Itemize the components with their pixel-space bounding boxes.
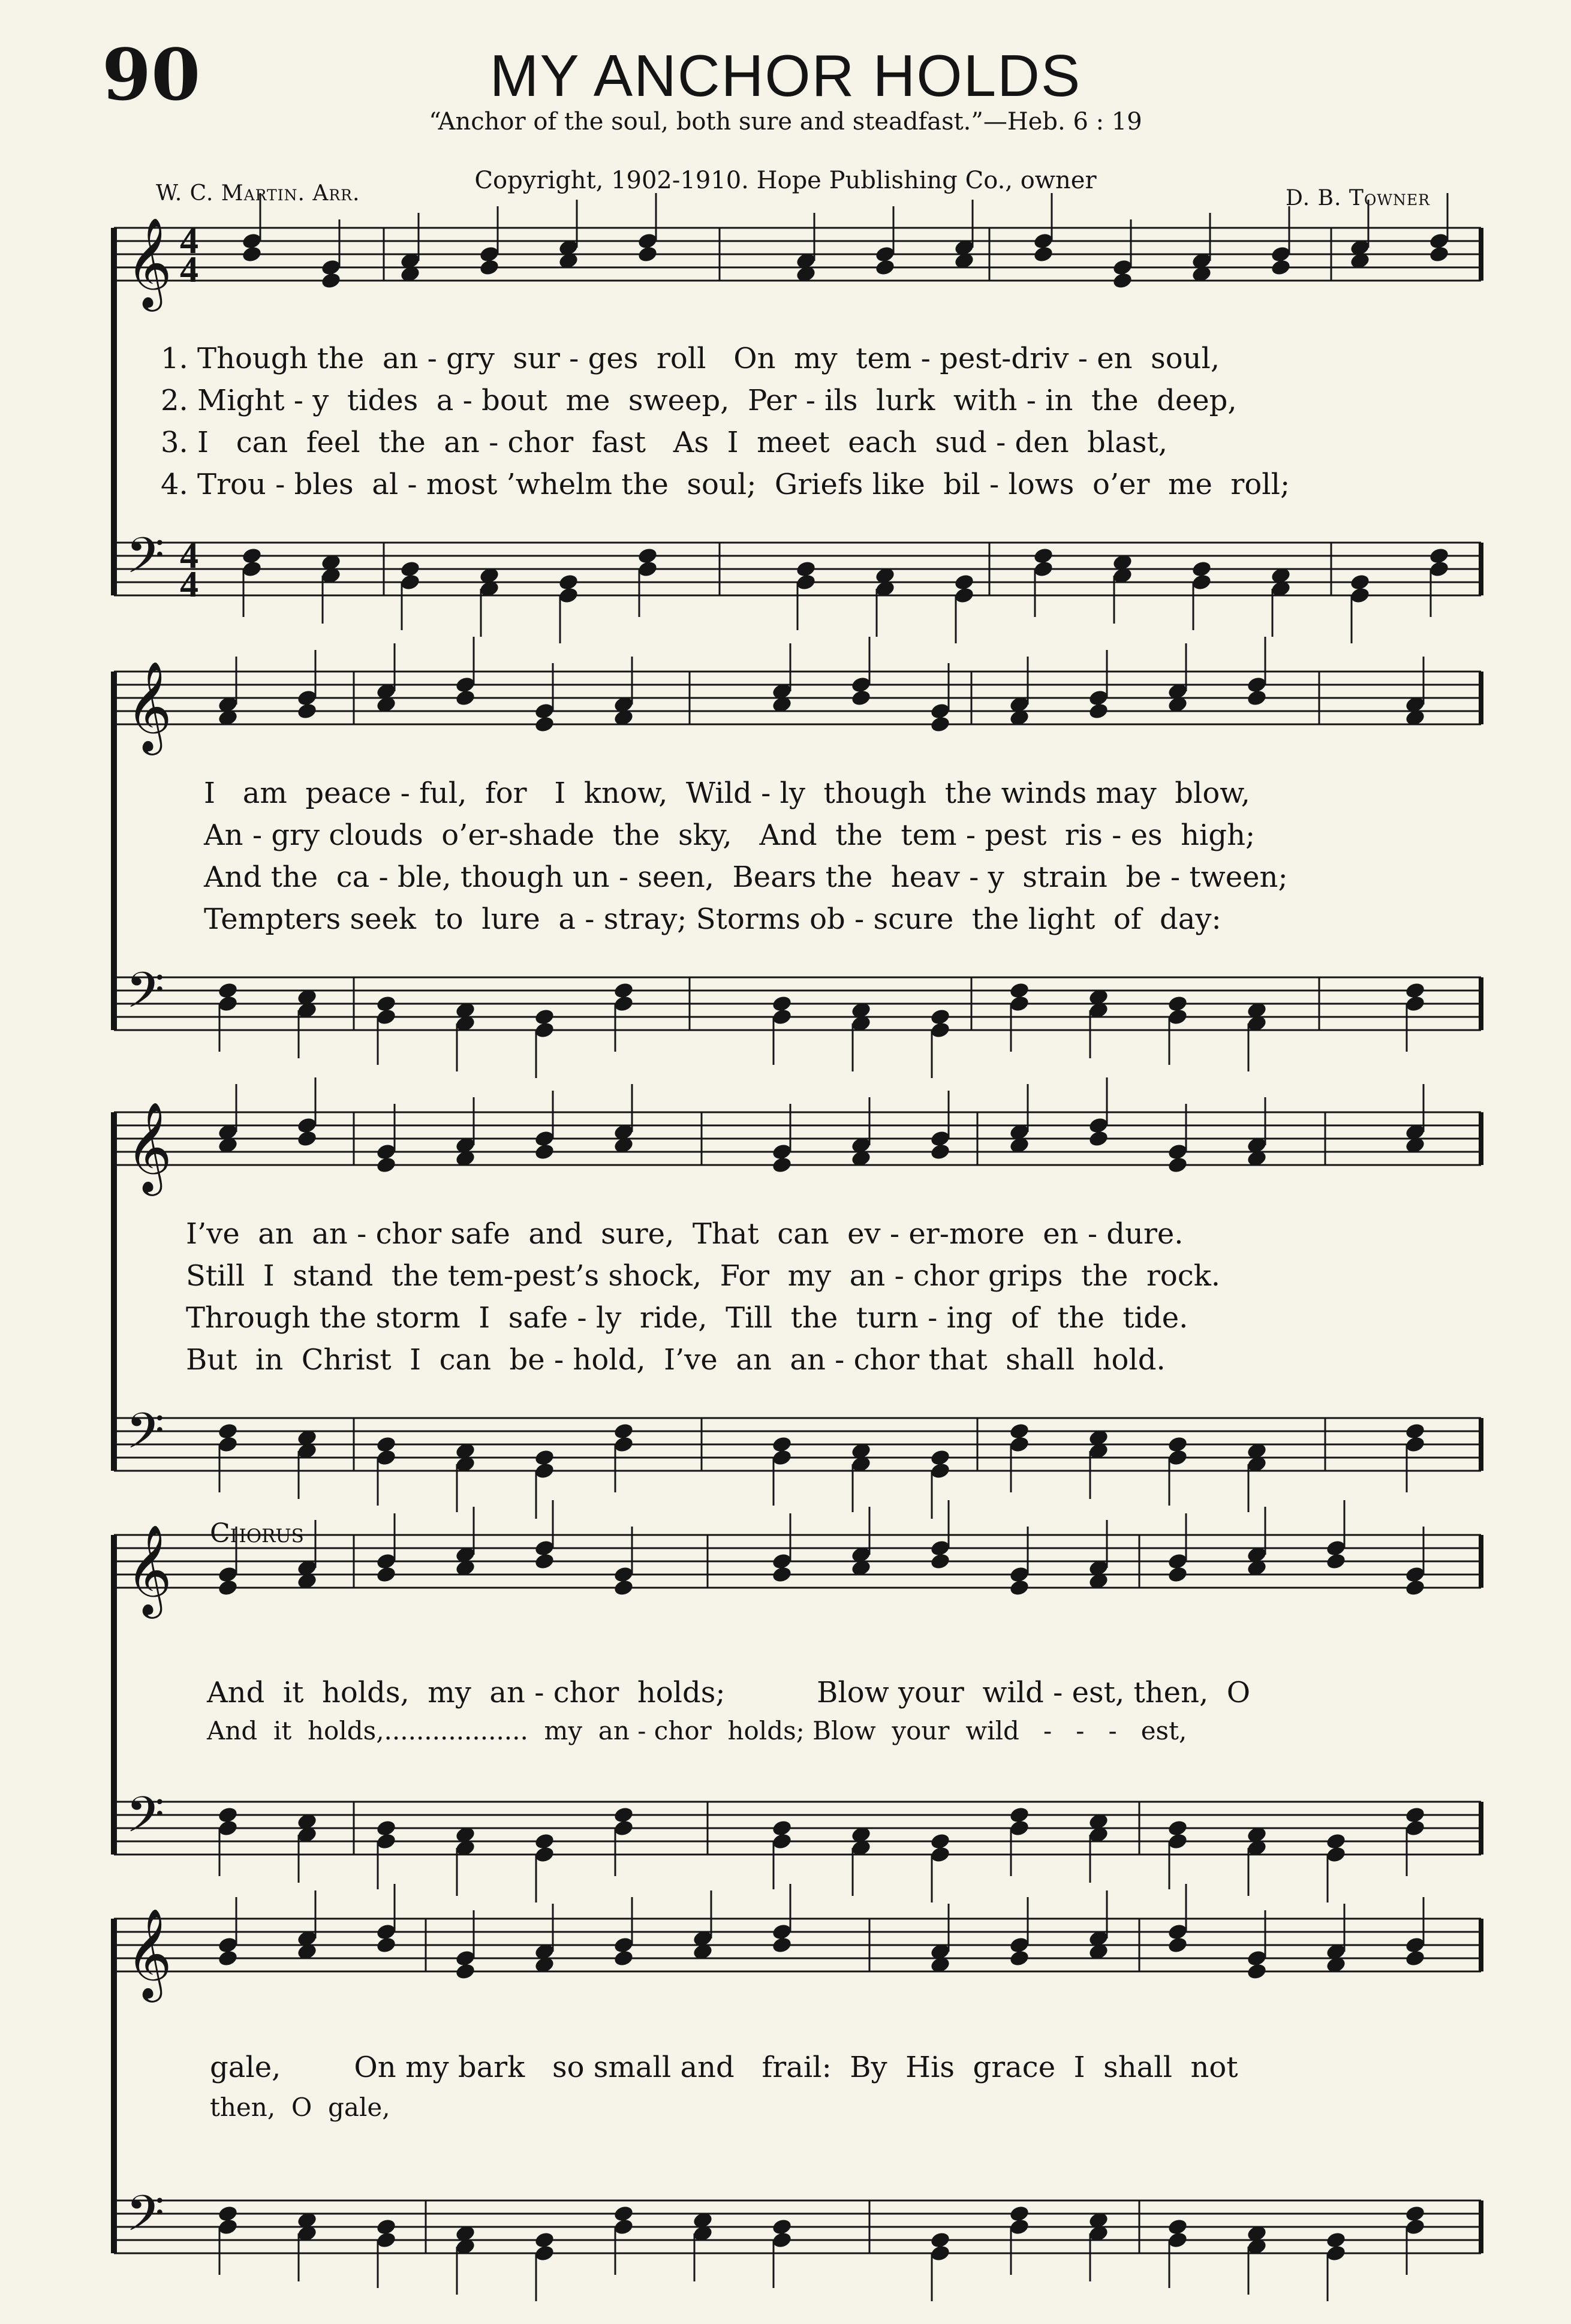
treble-clef-icon: 𝄞 — [126, 1101, 172, 1192]
notehead — [455, 1962, 476, 1981]
notehead — [375, 1936, 397, 1955]
notehead — [296, 1130, 318, 1148]
copyright-notice: Copyright, 1902-1910. Hope Publishing Co., owner — [474, 167, 1097, 194]
verse-2-line-2: An - gry clouds o’er-shade the sky, And the tem - pest ris - es high; — [204, 818, 1256, 852]
notehead — [929, 715, 951, 734]
scripture-reference: “Anchor of the soul, both sure and steadfast.”—Heb. 6 : 19 — [429, 108, 1142, 136]
bass-clef-icon: 𝄢 — [126, 2184, 165, 2254]
notehead — [1246, 689, 1268, 708]
notehead — [375, 1566, 397, 1584]
verse-1-line-2: I am peace - ful, for I know, Wild - ly though the winds may blow, — [204, 776, 1250, 810]
verse-4-line-2: Tempters seek to lure a - stray; Storms ob - scure the light of day: — [204, 902, 1221, 936]
treble-clef-icon: 𝄞 — [126, 660, 172, 751]
notehead — [929, 1143, 951, 1161]
notehead — [534, 1143, 555, 1161]
time-signature-top: 4 — [180, 535, 198, 576]
verse-3-line-1: 3. I can feel the an - chor fast As I meet each sud - den blast, — [161, 426, 1167, 459]
chorus-label: Chorus — [210, 1518, 304, 1549]
verse-3-line-2: And the ca - ble, though un - seen, Bears the heav - y strain be - tween; — [204, 860, 1288, 894]
notehead — [1033, 245, 1054, 264]
notehead — [534, 1552, 555, 1571]
notehead — [478, 258, 500, 277]
notehead — [375, 1156, 397, 1175]
verse-3-line-3: Through the storm I safe - ly ride, Till the turn - ing of the tide. — [186, 1301, 1188, 1335]
notehead — [320, 272, 342, 290]
notehead — [1404, 1579, 1426, 1597]
time-signature-bottom: 4 — [180, 564, 198, 605]
treble-clef-icon: 𝄞 — [126, 216, 172, 308]
notehead — [1167, 1156, 1188, 1175]
notehead — [1088, 702, 1109, 721]
verse-4-line-1: 4. Trou - bles al - most ’whelm the soul; Griefs like bil - lows o’er me roll; — [161, 468, 1290, 501]
notehead — [874, 258, 896, 277]
chorus-line-2: gale, On my bark so small and frail: By His grace I shall not — [210, 2051, 1238, 2084]
notehead — [929, 1552, 951, 1571]
notehead — [613, 1949, 634, 1968]
notehead — [1009, 1579, 1030, 1597]
verse-1-line-1: 1. Though the an - gry sur - ges roll On my tem - pest-driv - en soul, — [161, 342, 1220, 375]
bass-clef-icon: 𝄢 — [126, 526, 165, 597]
notehead — [1088, 1130, 1109, 1148]
bass-clef-icon: 𝄢 — [126, 1402, 165, 1472]
notehead — [1270, 258, 1292, 277]
verse-2-line-3: Still I stand the tem-pest’s shock, For my an - chor grips the rock. — [186, 1259, 1221, 1293]
notehead — [455, 689, 476, 708]
chorus-line-1: And it holds, my an - chor holds; Blow your wild - est, then, O — [207, 1676, 1251, 1709]
time-signature-bottom: 4 — [180, 249, 198, 290]
words-credit: W. C. Martin. Arr. — [156, 181, 360, 206]
time-signature-top: 4 — [180, 221, 198, 261]
notehead — [1167, 1566, 1188, 1584]
treble-clef-icon: 𝄞 — [126, 1524, 172, 1615]
notehead — [771, 1936, 793, 1955]
verse-2-line-1: 2. Might - y tides a - bout me sweep, Per - ils lurk with - in the deep, — [161, 384, 1237, 417]
notehead — [534, 715, 555, 734]
notehead — [1009, 1949, 1030, 1968]
notehead — [1112, 272, 1133, 290]
treble-clef-icon: 𝄞 — [126, 1907, 172, 1998]
notehead — [1404, 1949, 1426, 1968]
chorus-line-1-echo: And it holds,.................. my an - chor holds; Blow your wild - - - est, — [207, 1716, 1187, 1745]
notehead — [637, 245, 658, 264]
notehead — [217, 1949, 239, 1968]
notehead — [241, 245, 263, 264]
verse-1-line-3: I’ve an an - chor safe and sure, That can ev - er-more en - dure. — [186, 1217, 1184, 1251]
bass-clef-icon: 𝄢 — [126, 961, 165, 1031]
notehead — [1246, 1962, 1268, 1981]
notehead — [771, 1156, 793, 1175]
notehead — [1167, 1936, 1188, 1955]
hymn-title: MY ANCHOR HOLDS — [489, 43, 1082, 109]
notehead — [1428, 245, 1450, 264]
music-credit: D. B. Towner — [1286, 186, 1430, 210]
hymn-number: 90 — [102, 33, 201, 116]
notehead — [296, 702, 318, 721]
bass-clef-icon: 𝄢 — [126, 1786, 165, 1856]
notehead — [217, 1579, 239, 1597]
verse-4-line-3: But in Christ I can be - hold, I’ve an an - chor that shall hold. — [186, 1343, 1166, 1377]
chorus-line-2-echo: then, O gale, — [210, 2093, 390, 2122]
notehead — [1325, 1552, 1347, 1571]
notehead — [613, 1579, 634, 1597]
notehead — [850, 689, 872, 708]
notehead — [771, 1566, 793, 1584]
